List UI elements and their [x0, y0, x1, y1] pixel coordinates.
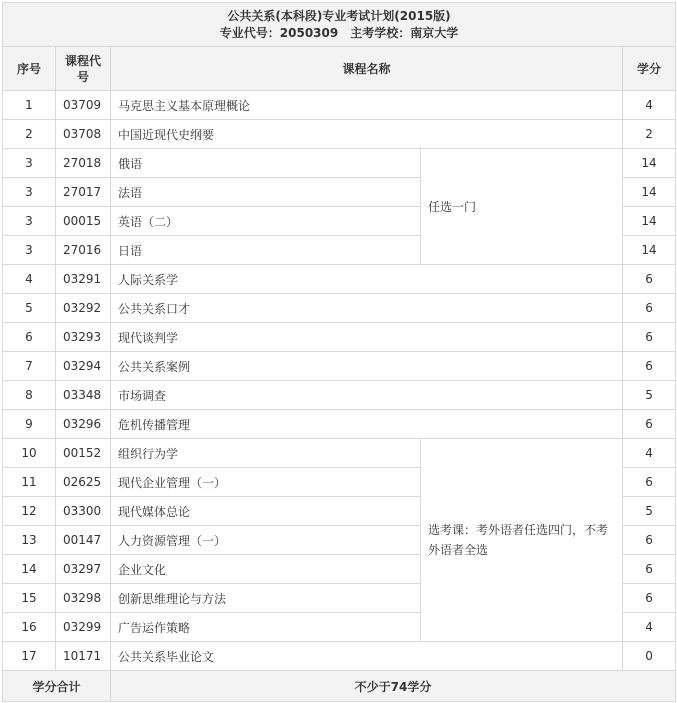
table-row	[3, 642, 676, 671]
cell-seq: 3	[3, 178, 56, 207]
cell-seq: 14	[3, 555, 56, 584]
header-row	[3, 47, 676, 91]
cell-name: 公共关系案例	[111, 352, 623, 381]
cell-credit: 14	[623, 149, 676, 178]
cell-credit: 4	[623, 613, 676, 642]
cell-code: 00015	[56, 207, 111, 236]
table-row	[3, 149, 676, 178]
cell-credit: 14	[623, 207, 676, 236]
cell-name: 市场调查	[111, 381, 623, 410]
table-row	[3, 381, 676, 410]
cell-credit: 5	[623, 497, 676, 526]
cell-seq: 6	[3, 323, 56, 352]
cell-code: 03300	[56, 497, 111, 526]
cell-name: 法语	[111, 178, 421, 207]
header-name: 课程名称	[111, 47, 623, 91]
cell-seq: 2	[3, 120, 56, 149]
header-seq: 序号	[3, 47, 56, 91]
cell-seq: 9	[3, 410, 56, 439]
cell-code: 27017	[56, 178, 111, 207]
cell-seq: 10	[3, 439, 56, 468]
cell-name: 公共关系毕业论文	[111, 642, 623, 671]
cell-credit: 5	[623, 381, 676, 410]
cell-code: 03709	[56, 91, 111, 120]
cell-credit: 14	[623, 236, 676, 265]
cell-code: 27018	[56, 149, 111, 178]
cell-code: 03298	[56, 584, 111, 613]
cell-credit: 6	[623, 526, 676, 555]
cell-name: 危机传播管理	[111, 410, 623, 439]
plan-title: 公共关系(本科段)专业考试计划(2015版)	[227, 8, 451, 23]
cell-credit: 6	[623, 410, 676, 439]
table-row	[3, 352, 676, 381]
cell-seq: 13	[3, 526, 56, 555]
cell-seq: 5	[3, 294, 56, 323]
cell-name: 创新思维理论与方法	[111, 584, 421, 613]
cell-code: 03293	[56, 323, 111, 352]
cell-name: 英语（二）	[111, 207, 421, 236]
table-row	[3, 439, 676, 468]
table-row	[3, 410, 676, 439]
cell-seq: 8	[3, 381, 56, 410]
table-row	[3, 323, 676, 352]
cell-name: 人力资源管理（一）	[111, 526, 421, 555]
cell-code: 03299	[56, 613, 111, 642]
cell-name: 企业文化	[111, 555, 421, 584]
cell-name: 现代媒体总论	[111, 497, 421, 526]
cell-name: 马克思主义基本原理概论	[111, 91, 623, 120]
cell-seq: 16	[3, 613, 56, 642]
cell-code: 10171	[56, 642, 111, 671]
cell-credit: 4	[623, 439, 676, 468]
cell-code: 00147	[56, 526, 111, 555]
header-code: 课程代号	[56, 47, 111, 91]
table-row	[3, 91, 676, 120]
cell-credit: 6	[623, 555, 676, 584]
plan-subtitle: 专业代号：2050309 主考学校：南京大学	[219, 25, 459, 40]
cell-seq: 3	[3, 207, 56, 236]
language-choice-note: 任选一门	[421, 149, 623, 265]
cell-credit: 6	[623, 468, 676, 497]
cell-code: 27016	[56, 236, 111, 265]
cell-name: 广告运作策略	[111, 613, 421, 642]
cell-credit: 6	[623, 265, 676, 294]
cell-seq: 3	[3, 149, 56, 178]
cell-credit: 14	[623, 178, 676, 207]
total-row	[3, 671, 676, 702]
cell-credit: 6	[623, 584, 676, 613]
table-row	[3, 294, 676, 323]
cell-code: 03292	[56, 294, 111, 323]
exam-plan-table	[2, 2, 676, 702]
cell-name: 现代企业管理（一）	[111, 468, 421, 497]
cell-credit: 6	[623, 352, 676, 381]
cell-code: 03348	[56, 381, 111, 410]
cell-name: 俄语	[111, 149, 421, 178]
cell-code: 03297	[56, 555, 111, 584]
cell-credit: 4	[623, 91, 676, 120]
cell-name: 日语	[111, 236, 421, 265]
table-title	[3, 3, 676, 47]
cell-credit: 2	[623, 120, 676, 149]
cell-name: 现代谈判学	[111, 323, 623, 352]
total-label: 学分合计	[3, 671, 111, 702]
table-row	[3, 120, 676, 149]
cell-seq: 17	[3, 642, 56, 671]
cell-seq: 12	[3, 497, 56, 526]
cell-code: 03294	[56, 352, 111, 381]
cell-credit: 6	[623, 323, 676, 352]
cell-seq: 11	[3, 468, 56, 497]
cell-seq: 15	[3, 584, 56, 613]
cell-code: 00152	[56, 439, 111, 468]
cell-code: 03291	[56, 265, 111, 294]
cell-code: 03296	[56, 410, 111, 439]
cell-credit: 0	[623, 642, 676, 671]
elective-note: 选考课：考外语者任选四门，不考外语者全选	[421, 439, 623, 642]
cell-name: 中国近现代史纲要	[111, 120, 623, 149]
cell-credit: 6	[623, 294, 676, 323]
cell-seq: 7	[3, 352, 56, 381]
cell-seq: 3	[3, 236, 56, 265]
cell-seq: 4	[3, 265, 56, 294]
table-row	[3, 265, 676, 294]
cell-name: 组织行为学	[111, 439, 421, 468]
cell-name: 人际关系学	[111, 265, 623, 294]
total-value: 不少于74学分	[111, 671, 676, 702]
header-credit: 学分	[623, 47, 676, 91]
cell-code: 02625	[56, 468, 111, 497]
cell-code: 03708	[56, 120, 111, 149]
cell-name: 公共关系口才	[111, 294, 623, 323]
cell-seq: 1	[3, 91, 56, 120]
